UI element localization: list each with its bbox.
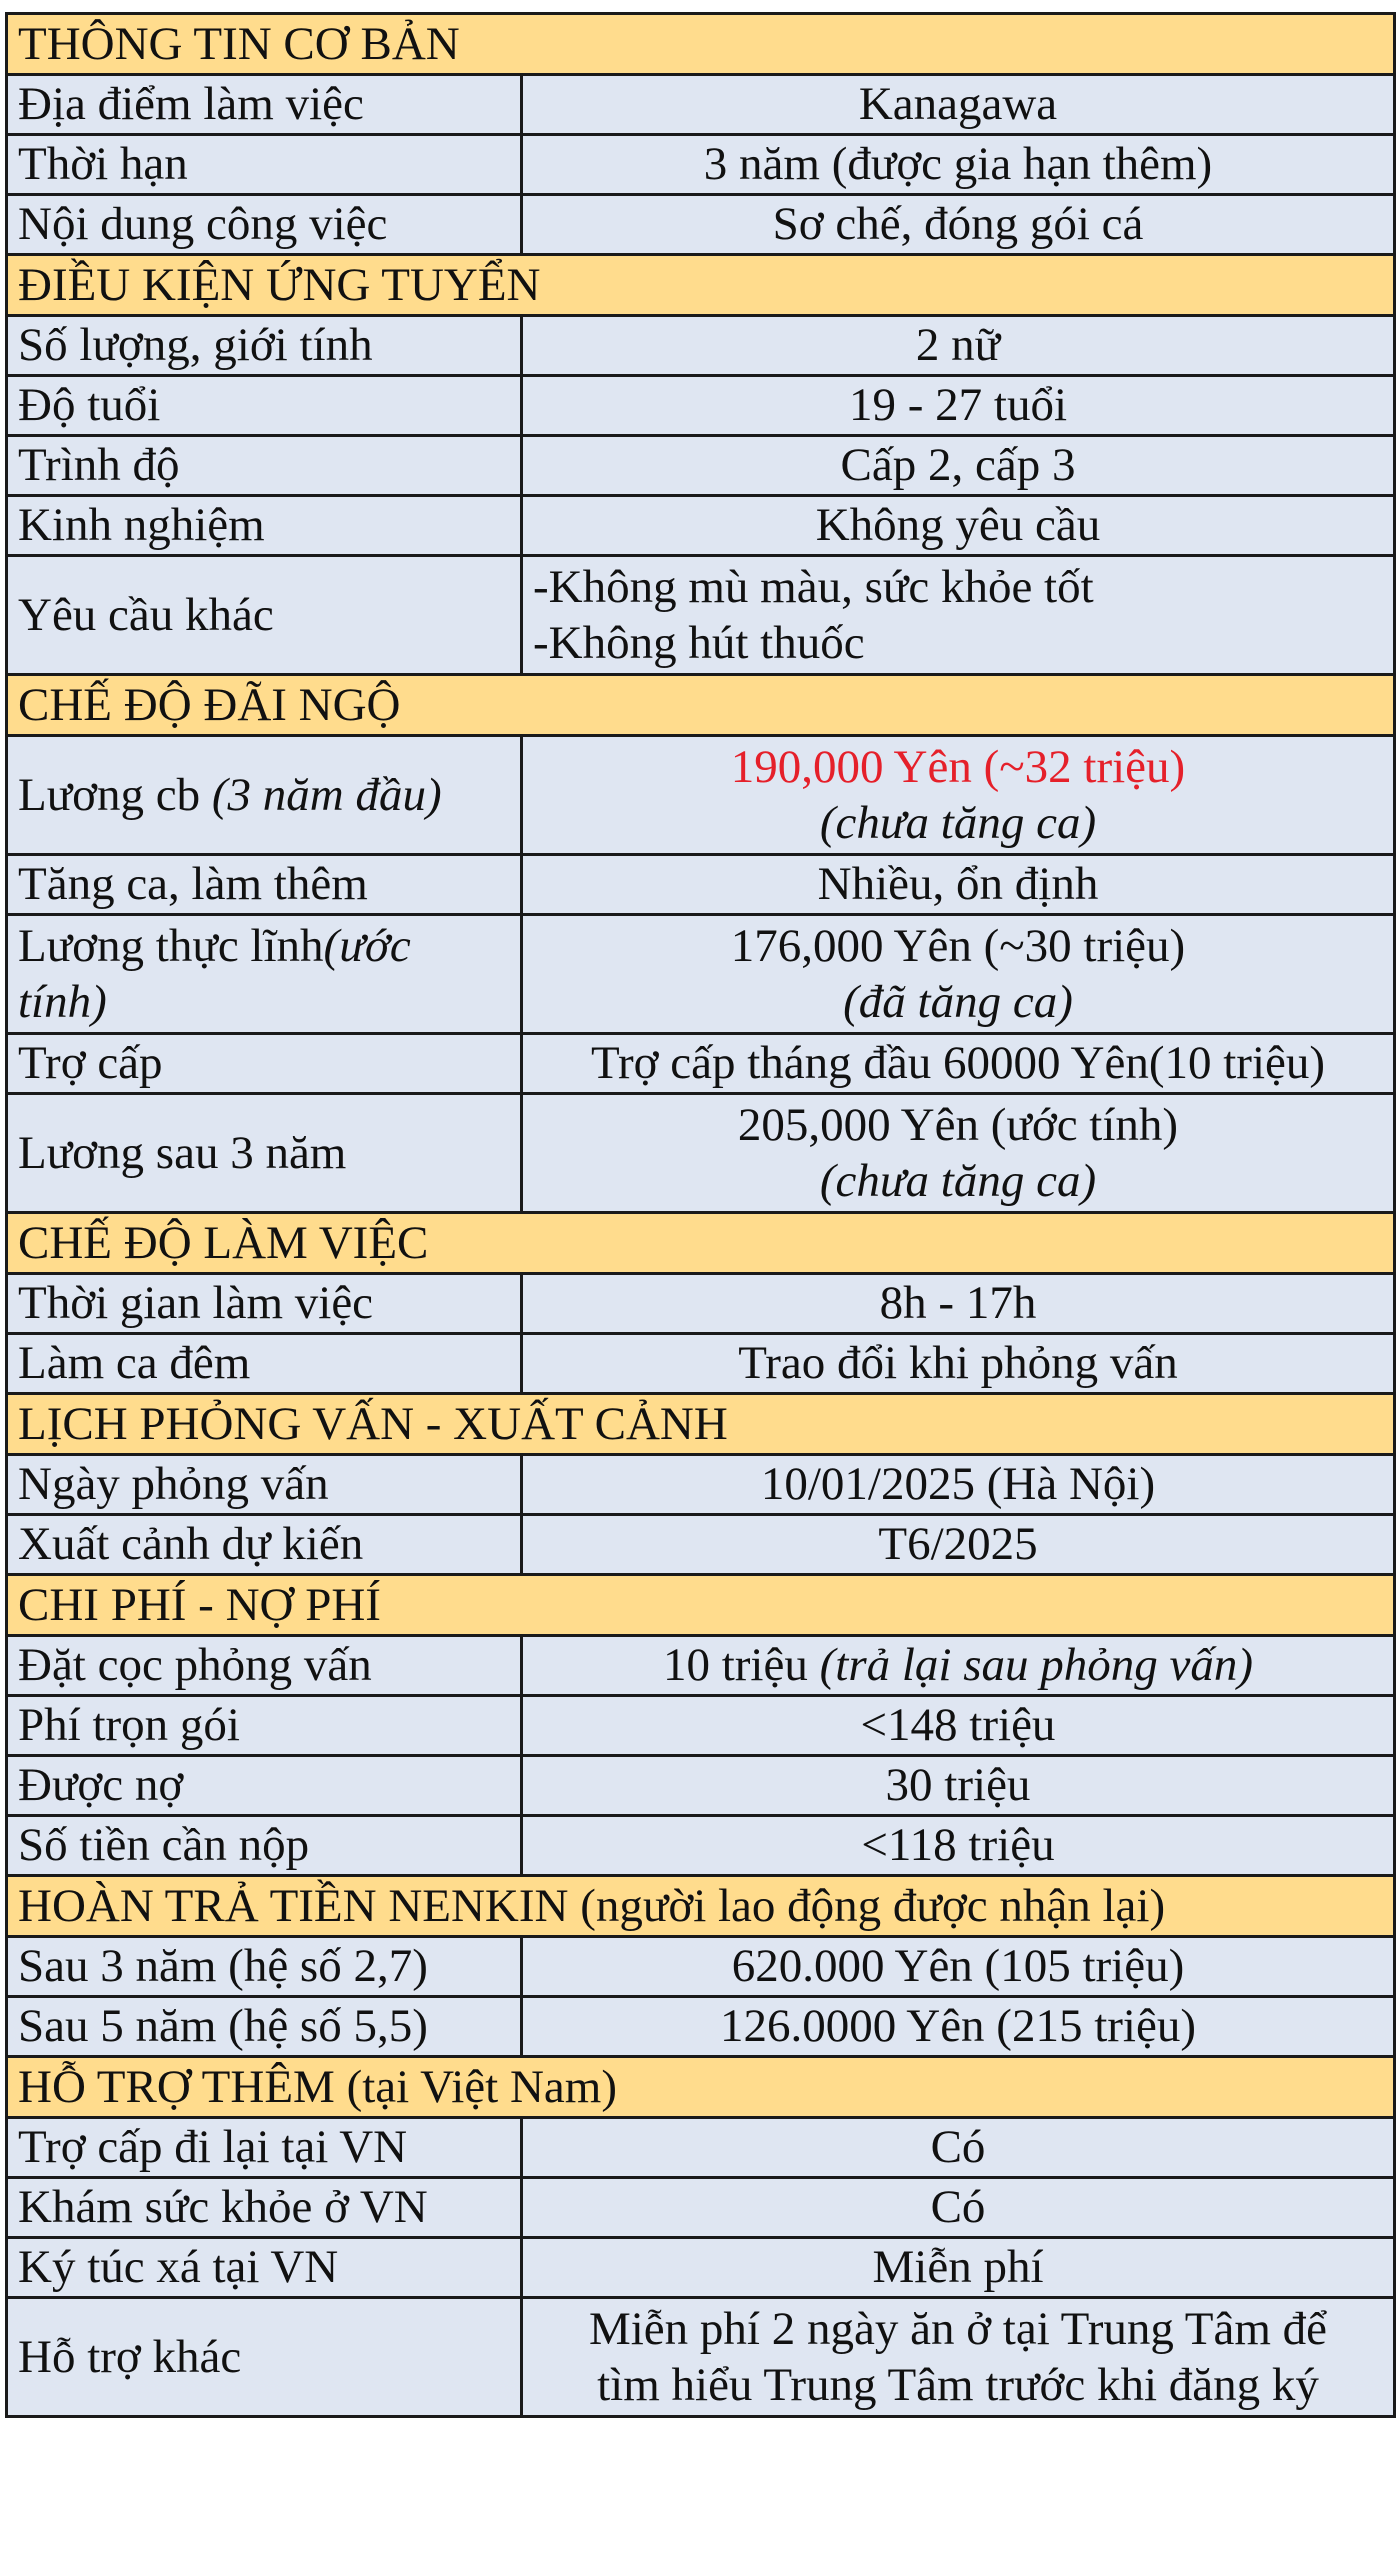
row-label: Phí trọn gói [7,1696,522,1756]
row-label: Yêu cầu khác [7,556,522,675]
section-title: CHẾ ĐỘ LÀM VIỆC [7,1213,1395,1274]
table-row [7,2178,1395,2238]
row-value: Không yêu cầu [522,496,1395,556]
row-label: Đặt cọc phỏng vấn [7,1636,522,1696]
row-value [522,1636,1395,1696]
value-line: 205,000 Yên (ước tính) [737,1098,1179,1151]
table-row [7,736,1395,855]
section-title: HOÀN TRẢ TIỀN NENKIN (người lao động được nhận lại) [7,1876,1395,1937]
row-label: Làm ca đêm [7,1334,522,1394]
row-value [522,1094,1395,1213]
table-row [7,556,1395,675]
row-label: Ngày phỏng vấn [7,1455,522,1515]
row-label [7,915,522,1034]
row-label: Khám sức khỏe ở VN [7,2178,522,2238]
row-label: Địa điểm làm việc [7,75,522,135]
section-header-benefits [7,675,1395,736]
row-value [522,2298,1395,2417]
row-label: Trợ cấp [7,1034,522,1094]
table-row [7,2298,1395,2417]
row-value [522,556,1395,675]
table-row [7,316,1395,376]
section-header-nenkin-refund [7,1876,1395,1937]
row-label: Trình độ [7,436,522,496]
section-header-requirements [7,255,1395,316]
row-value: 8h - 17h [522,1274,1395,1334]
table-row [7,75,1395,135]
table-row [7,1696,1395,1756]
row-value: 30 triệu [522,1756,1395,1816]
row-label: Số lượng, giới tính [7,316,522,376]
section-header-work-schedule [7,1213,1395,1274]
row-label: Ký túc xá tại VN [7,2238,522,2298]
value-line: 176,000 Yên (~30 triệu) [730,919,1186,972]
table-row [7,1937,1395,1997]
row-label: Tăng ca, làm thêm [7,855,522,915]
row-value: 2 nữ [522,316,1395,376]
row-value: 620.000 Yên (105 triệu) [522,1937,1395,1997]
table-row [7,915,1395,1034]
table-row [7,1274,1395,1334]
row-value: 10/01/2025 (Hà Nội) [522,1455,1395,1515]
value-line: -Không mù màu, sức khỏe tốt [533,560,1094,613]
row-label [7,736,522,855]
table-row [7,1455,1395,1515]
section-title: LỊCH PHỎNG VẤN - XUẤT CẢNH [7,1394,1395,1455]
row-value: Sơ chế, đóng gói cá [522,195,1395,255]
row-value: 126.0000 Yên (215 triệu) [522,1997,1395,2057]
table-row [7,1334,1395,1394]
table-row [7,376,1395,436]
section-title: THÔNG TIN CƠ BẢN [7,14,1395,75]
row-value [522,915,1395,1034]
table-row [7,135,1395,195]
row-label: Xuất cảnh dự kiến [7,1515,522,1575]
row-label: Kinh nghiệm [7,496,522,556]
row-label: Nội dung công việc [7,195,522,255]
salary-highlight: 190,000 Yên (~32 triệu) [730,740,1186,793]
value-note: (chưa tăng ca) [819,1155,1097,1207]
value-note: (trả lại sau phỏng vấn) [819,1639,1254,1692]
row-label: Hỗ trợ khác [7,2298,522,2417]
table-row [7,1997,1395,2057]
row-label: Trợ cấp đi lại tại VN [7,2118,522,2178]
label-text: Lương cb [18,768,201,821]
row-value: Nhiều, ổn định [522,855,1395,915]
value-text: 10 triệu [662,1639,808,1692]
value-note: (đã tăng ca) [843,976,1073,1028]
section-title: HỖ TRỢ THÊM (tại Việt Nam) [7,2057,1395,2118]
table-row [7,1034,1395,1094]
label-text: Lương thực lĩnh [18,919,324,972]
row-label: Thời gian làm việc [7,1274,522,1334]
row-value: Cấp 2, cấp 3 [522,436,1395,496]
table-row [7,1515,1395,1575]
table-row [7,496,1395,556]
table-row [7,195,1395,255]
table-row [7,1816,1395,1876]
row-value: Trợ cấp tháng đầu 60000 Yên(10 triệu) [522,1034,1395,1094]
section-title: CHẾ ĐỘ ĐÃI NGỘ [7,675,1395,736]
row-label: Độ tuổi [7,376,522,436]
section-header-basic-info [7,14,1395,75]
row-value [522,736,1395,855]
row-value: Có [522,2178,1395,2238]
row-value: 3 năm (được gia hạn thêm) [522,135,1395,195]
row-value: Trao đổi khi phỏng vấn [522,1334,1395,1394]
section-header-extra-support [7,2057,1395,2118]
row-label: Được nợ [7,1756,522,1816]
value-line: Miễn phí 2 ngày ăn ở tại Trung Tâm để [588,2302,1328,2355]
section-title: ĐIỀU KIỆN ỨNG TUYỂN [7,255,1395,316]
table-row [7,2238,1395,2298]
section-header-costs [7,1575,1395,1636]
row-label: Lương sau 3 năm [7,1094,522,1213]
row-value: <148 triệu [522,1696,1395,1756]
row-label: Thời hạn [7,135,522,195]
row-value: <118 triệu [522,1816,1395,1876]
table-row [7,1094,1395,1213]
value-note: (chưa tăng ca) [819,797,1097,849]
value-line: -Không hút thuốc [533,617,865,669]
table-row [7,1756,1395,1816]
row-value: 19 - 27 tuổi [522,376,1395,436]
table-row [7,1636,1395,1696]
job-info-table [5,12,1396,2418]
section-title: CHI PHÍ - NỢ PHÍ [7,1575,1395,1636]
row-value: Có [522,2118,1395,2178]
label-note: tính) [18,976,107,1028]
table-row [7,2118,1395,2178]
row-label: Sau 3 năm (hệ số 2,7) [7,1937,522,1997]
section-header-interview-schedule [7,1394,1395,1455]
row-value: Kanagawa [522,75,1395,135]
value-line: tìm hiểu Trung Tâm trước khi đăng ký [597,2359,1319,2411]
row-label: Số tiền cần nộp [7,1816,522,1876]
table-row [7,436,1395,496]
label-note: (ước [323,919,411,972]
row-value: T6/2025 [522,1515,1395,1575]
row-value: Miễn phí [522,2238,1395,2298]
row-label: Sau 5 năm (hệ số 5,5) [7,1997,522,2057]
label-note: (3 năm đầu) [211,768,442,821]
table-row [7,855,1395,915]
